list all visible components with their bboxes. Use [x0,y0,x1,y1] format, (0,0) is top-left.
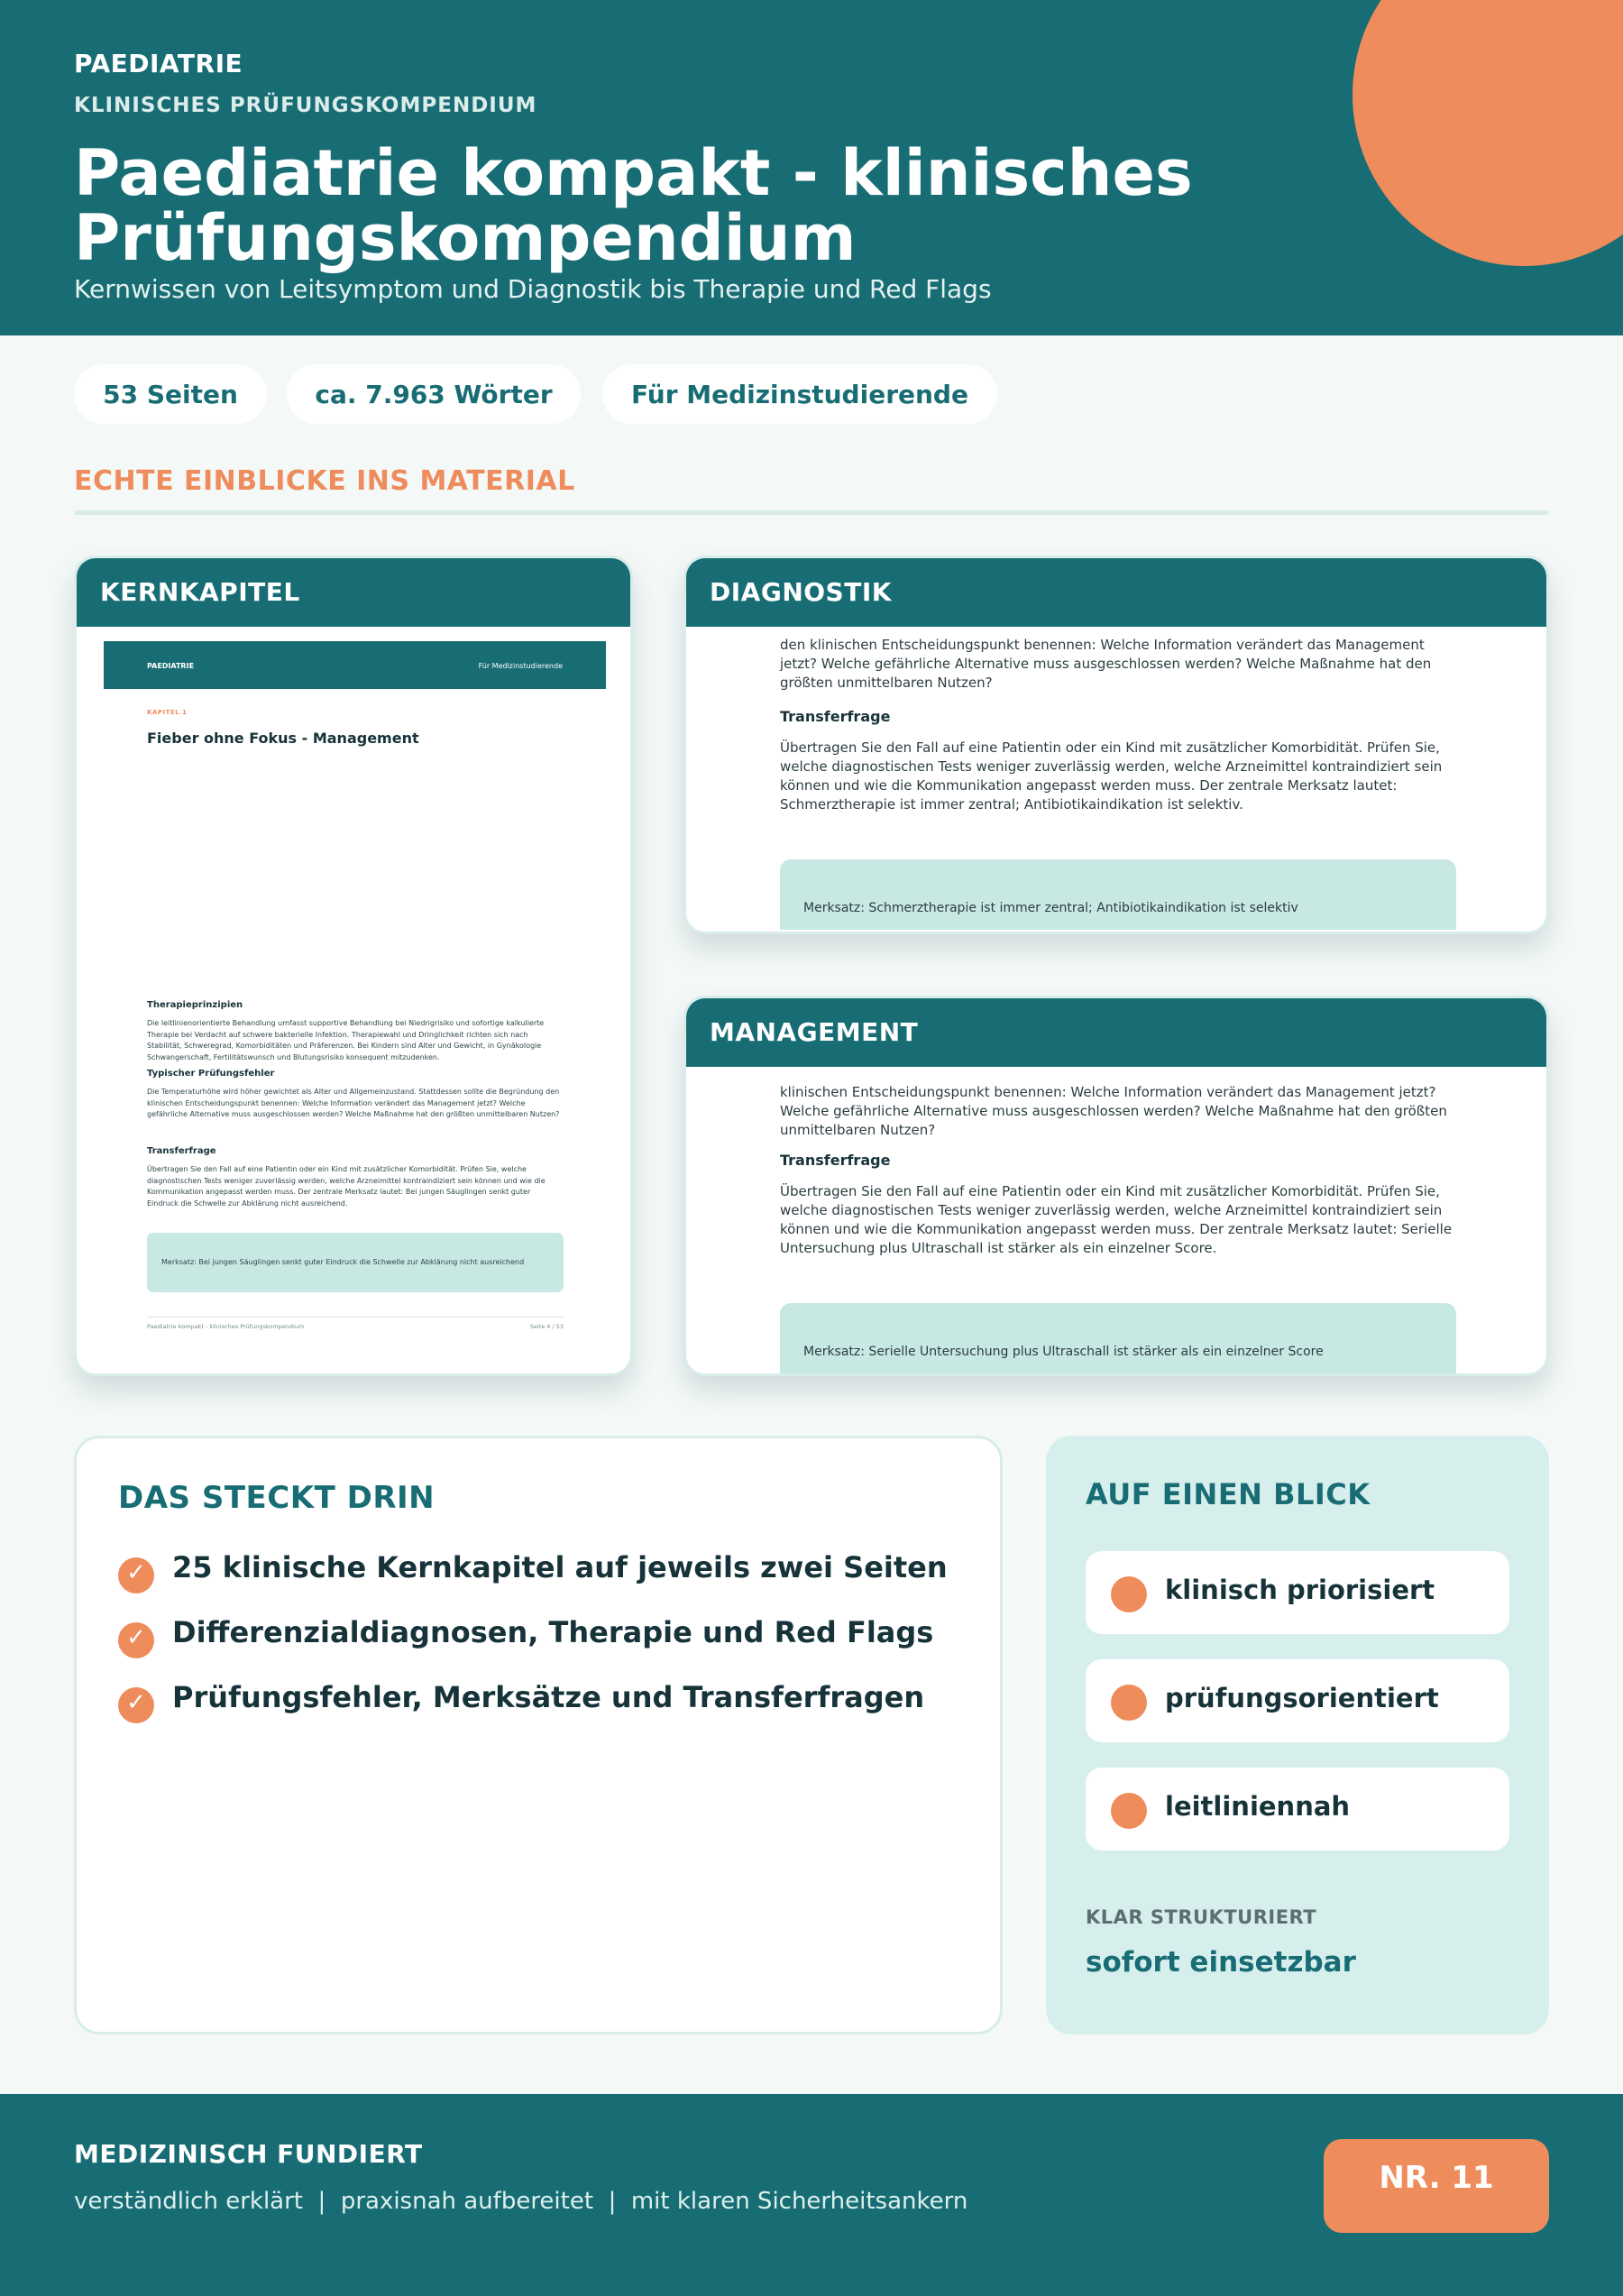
glance-title: AUF EINEN BLICK [1086,1477,1371,1511]
glance-item [1086,1551,1509,1634]
thumbnail-paragraph: Übertragen Sie den Fall auf eine Patientin oder ein Kind mit zusätzlicher Komorbidität. Prüfen Sie, welche diagnostischen Tests weniger zuverlässig werden, welche Arzneimittel kontraindiziert sein können und wie die Kommunikation angepasst werden muss. Der zentrale Merksatz lautet: Bei jungen Säuglingen senkt guter Eindruck die Schwelle zur Abklärung nicht ausreichend. [147,1165,546,1208]
contents-item-text: Prüfungsfehler, Merksätze und Transferfragen [172,1680,925,1714]
excerpt-paragraph: den klinischen Entscheidungspunkt benennen: Welche Information verändert das Management jetzt? Welche gefährliche Alternative muss ausgeschlossen werden? Welche Maßnahme hat den größten unmittelbaren Nutzen? [780,637,1432,691]
glance-item-text: leitliniennah [1165,1791,1351,1822]
thumbnail-footer-left: Paediatrie kompakt - klinisches Prüfungskompendium [147,1323,305,1330]
page-thumbnail [104,641,606,1363]
dot-icon [1111,1576,1147,1612]
section-divider [74,510,1549,515]
card-label: KERNKAPITEL [77,558,630,627]
thumbnail-heading: Typischer Prüfungsfehler [147,1069,275,1079]
chapter-title: Fieber ohne Fokus - Management [147,730,419,747]
check-icon: ✓ [118,1557,154,1593]
glance-highlight: sofort einsetzbar [1086,1946,1356,1979]
glance-item [1086,1659,1509,1742]
section-title: ECHTE EINBLICKE INS MATERIAL [74,465,575,497]
pill-pages: 53 Seiten [74,364,267,424]
thumbnail-header [104,641,606,689]
glance-item [1086,1768,1509,1851]
footer-title: MEDIZINISCH FUNDIERT [74,2139,423,2169]
contents-panel [74,1436,1003,2034]
hero-header [0,0,1623,335]
thumbnail-heading: Therapieprinzipien [147,1000,243,1010]
contents-title: DAS STECKT DRIN [118,1480,436,1516]
contents-item-text: Differenzialdiagnosen, Therapie und Red Flags [172,1615,934,1649]
dot-icon [1111,1685,1147,1721]
excerpt-heading: Transferfrage [780,708,891,725]
kicker-sub: KLINISCHES PRÜFUNGSKOMPENDIUM [74,94,537,117]
kicker: PAEDIATRIE [74,49,243,78]
check-icon: ✓ [118,1687,154,1723]
card-label: MANAGEMENT [686,998,1546,1067]
merksatz-box [780,1303,1456,1373]
pill-words: ca. 7.963 Wörter [287,364,581,424]
footer [0,2094,1623,2296]
card-body [686,627,1546,932]
thumbnail-header-right: Für Medizinstudierende [478,662,563,670]
card-body [77,627,630,1373]
page-title: Paediatrie kompakt - klinisches Prüfungskompendium [74,136,1193,275]
thumbnail-header-left: PAEDIATRIE [147,662,195,670]
glance-item-text: prüfungsorientiert [1165,1683,1439,1713]
excerpt-paragraph: Übertragen Sie den Fall auf eine Patientin oder ein Kind mit zusätzlicher Komorbidität. Prüfen Sie, welche diagnostischen Tests weniger zuverlässig werden, welche Arzneimittel kontraindiziert sein können und wie die Kommunikation angepasst werden muss. Der zentrale Merksatz lautet: Schmerztherapie ist immer zentral; Antibiotikaindikation ist selektiv. [780,739,1443,813]
chapter-label: KAPITEL 1 [147,709,188,716]
footer-tagline: verständlich erklärt | praxisnah aufbereitet | mit klaren Sicherheitsankern [74,2188,968,2215]
preview-card-management [683,996,1549,1376]
excerpt-paragraph: klinischen Entscheidungspunkt benennen: Welche Information verändert das Management jetzt? Welche gefährliche Alternative muss ausgeschlossen werden? Welche Maßnahme hat den größten unmittelbaren Nutzen? [780,1084,1447,1138]
decorative-circle [1352,0,1623,266]
preview-card-diagnostik [683,556,1549,934]
thumbnail-heading: Transferfrage [147,1146,216,1156]
issue-badge: NR. 11 [1324,2139,1549,2233]
preview-card-kernkapitel [74,556,633,1376]
excerpt-heading: Transferfrage [780,1152,891,1169]
merksatz: Merksatz: Schmerztherapie ist immer zentral; Antibiotikaindikation ist selektiv [803,901,1298,915]
thumbnail-page-number: Seite 4 / 53 [529,1323,564,1330]
contents-item-text: 25 klinische Kernkapitel auf jeweils zwei Seiten [172,1550,948,1584]
page-subtitle: Kernwissen von Leitsymptom und Diagnostik bis Therapie und Red Flags [74,274,992,304]
dot-icon [1111,1793,1147,1829]
thumbnail-merksatz-box [147,1233,564,1292]
thumbnail-paragraph: Die leitlinienorientierte Behandlung umfasst supportive Behandlung bei Niedrigrisiko und sofortige kalkulierte Therapie bei Verdacht auf schwere bakterielle Infektion. Therapiewahl und Dringlichkeit richten sich nach Stabilität, Schweregrad, Komorbiditäten und Präferenzen. Bei Kindern sind Alter und Gewicht, in Gynäkologie Schwangerschaft, Fertilitätswunsch und Blutungsrisiko konsequent mitzudenken. [147,1019,545,1061]
glance-caption: KLAR STRUKTURIERT [1086,1906,1317,1928]
glance-item-text: klinisch priorisiert [1165,1575,1435,1605]
merksatz: Merksatz: Serielle Untersuchung plus Ultraschall ist stärker als ein einzelner Score [803,1345,1324,1359]
card-label: DIAGNOSTIK [686,558,1546,627]
card-body [686,1067,1546,1373]
merksatz-box [780,859,1456,930]
excerpt-paragraph: Übertragen Sie den Fall auf eine Patientin oder ein Kind mit zusätzlicher Komorbidität. Prüfen Sie, welche diagnostischen Tests weniger zuverlässig werden, welche Arzneimittel kontraindiziert sein können und wie die Kommunikation angepasst werden muss. Der zentrale Merksatz lautet: Serielle Untersuchung plus Ultraschall ist stärker als ein einzelner Score. [780,1183,1453,1256]
glance-panel [1046,1436,1549,2034]
thumbnail-footer-rule [147,1317,564,1318]
thumbnail-paragraph: Die Temperaturhöhe wird höher gewichtet als Alter und Allgemeinzustand. Stattdessen sollte die Begründung den klinischen Entscheidungspunkt benennen: Welche Information verändert das Management jetzt? Welche gefährliche Alternative muss ausgeschlossen werden? Welche Maßnahme hat den größten unmittelbaren Nutzen? [147,1088,560,1119]
pill-audience: Für Medizinstudierende [602,364,997,424]
check-icon: ✓ [118,1622,154,1658]
thumbnail-merksatz: Merksatz: Bei jungen Säuglingen senkt guter Eindruck die Schwelle zur Abklärung nicht ausreichend [161,1258,525,1266]
